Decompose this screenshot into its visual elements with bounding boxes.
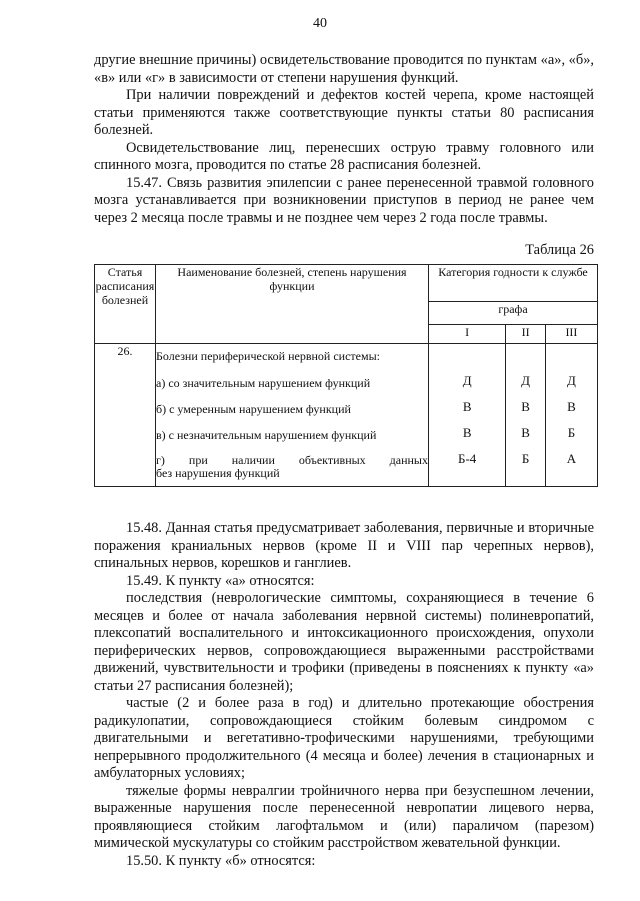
table-caption: Таблица 26: [525, 242, 594, 258]
category-value: Б: [567, 425, 576, 440]
category-value: Б: [521, 451, 530, 466]
category-value: Б-4: [458, 451, 477, 466]
disease-names: [156, 344, 429, 487]
header-article: Статья расписания болезней: [95, 265, 156, 344]
paragraph: 15.49. К пункту «а» относятся:: [126, 572, 315, 589]
table-row: [95, 344, 598, 487]
paragraph: 15.47. Связь развития эпилепсии с ранее перенесенной травмой головного мозга устанавливается при возникновении приступов в период не ранее чем через 2 месяца после травмы и не позднее чем через 2 года после травмы.: [94, 174, 594, 226]
row-name-line: без нарушения функций: [156, 466, 280, 480]
category-value: А: [566, 451, 577, 466]
paragraph: 15.50. К пункту «б» относятся:: [126, 852, 316, 869]
column-values-ii: [506, 344, 546, 487]
paragraph: 15.48. Данная статья предусматривает заболевания, первичные и вторичные поражения краниальных нервов (кроме II и VIII пар черепных нервов), спинальных нервов, корешков и ганглиев.: [94, 520, 594, 571]
paragraph: При наличии повреждений и дефектов костей черепа, кроме настоящей статьи применяются также соответствующие пункты статьи 80 расписания болезней.: [94, 87, 594, 138]
category-value: В: [462, 399, 472, 414]
row-name-line: г) при наличии объективных данных: [156, 453, 428, 467]
bottom-text-block: [94, 520, 594, 870]
category-value: В: [567, 399, 576, 414]
category-value: В: [521, 425, 530, 440]
paragraph: Освидетельствование лиц, перенесших острую травму головного или спинного мозга, проводится по статье 28 расписания болезней.: [94, 139, 594, 173]
category-value: Д: [521, 373, 531, 388]
row-name: б) с умеренным нарушением функций: [156, 402, 351, 416]
category-value: В: [521, 399, 530, 414]
header-name: Наименование болезней, степень нарушения функции: [156, 265, 429, 344]
row-name: в) с незначительным нарушением функций: [156, 428, 377, 442]
category-value: Д: [462, 373, 472, 388]
paragraph: последствия (неврологические симптомы, сохраняющиеся в течение 6 месяцев и более от начала заболевания нервной системы) полиневропатий, плексопатий воспалительного и интоксикационного происхождения, опухоли периферических нервов, сопровождающиеся выраженными расстройствами движений, чувствительности и трофики (приведены в пояснениях к пункту «а» статьи 27 расписания болезней);: [94, 590, 594, 694]
column-values-iii: [545, 344, 597, 487]
column-header: II: [506, 325, 546, 344]
column-values-i: [429, 344, 506, 487]
page-number: 40: [313, 16, 327, 31]
category-value: Д: [567, 373, 576, 388]
paragraph: тяжелые формы невралгии тройничного нерва при безуспешном лечении, выраженные нарушения после перенесенной невропатии лицевого нерва, проявляющиеся стойким лагофтальмом и (или) параличом (парезом) мимической мускулатуры со стойким расстройством жевательной функции.: [94, 782, 594, 851]
column-header: I: [429, 325, 506, 344]
header-column-group: графа: [429, 302, 598, 325]
top-text-block: [94, 52, 594, 227]
disease-table: [94, 264, 598, 487]
group-title: Болезни периферической нервной системы:: [156, 349, 380, 363]
column-header: III: [545, 325, 597, 344]
header-category: Категория годности к службе: [429, 265, 598, 302]
row-name: а) со значительным нарушением функций: [156, 376, 371, 390]
category-value: В: [462, 425, 472, 440]
article-number: 26.: [95, 344, 156, 487]
row-name: [156, 448, 428, 486]
paragraph: частые (2 и более раза в год) и длительно протекающие обострения радикулопатии, сопровождающиеся стойким болевым синдромом с двигательными и вегетативно-трофическими нарушениями, требующими непрерывного продолжительного (4 месяца и более) лечения в стационарных и амбулаторных условиях;: [94, 695, 594, 781]
paragraph: другие внешние причины) освидетельствование проводится по пунктам «а», «б», «в» или «г» в зависимости от степени нарушения функций.: [94, 52, 594, 86]
